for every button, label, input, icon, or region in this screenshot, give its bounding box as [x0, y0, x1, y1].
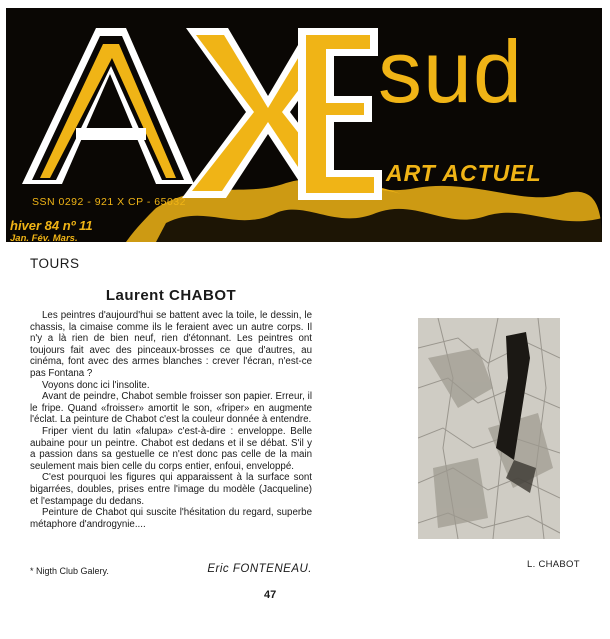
section-heading: TOURS [30, 256, 80, 271]
signature-row [30, 563, 312, 579]
footnote: * Nigth Club Galery. [30, 566, 109, 576]
paragraph: C'est pourquoi les figures qui apparaissent à la surface sont bigarrées, doubles, prises entre l'image du modèle (Jacqueline) et l'estampage du dedans. [30, 472, 312, 507]
letter-e-fill [306, 35, 374, 193]
author-signature: Eric FONTENEAU. [207, 563, 312, 575]
masthead [6, 8, 602, 242]
artwork-photo [418, 318, 560, 539]
issn-line: SSN 0292 - 921 X CP - 65032 [32, 196, 186, 208]
artwork-illustration [418, 318, 560, 539]
paragraph: Voyons donc ici l'insolite. [42, 379, 150, 391]
paragraph: Peinture de Chabot qui suscite l'hésitation du regard, superbe métaphore d'androgynie.... [30, 507, 312, 530]
paragraph: Les peintres d'aujourd'hui se battent avec la toile, le dessin, le chassis, la cimaise comme ils le feraient avec un autre corps. Il n'y a là rien de bien neuf, rien d'étonnant. Les peintres ont toujours fait avec des pinceaux-brosses ce que d'autres, au cinéma, font avec des armes blanches : crever l'écran, n'est-ce pas Fontana ? [30, 310, 312, 379]
paragraph: Avant de peindre, Chabot semble froisser son papier. Erreur, il le fripe. Quand «froisser» amortit le son, «friper» en augmente l'éclat. La peinture de Chabot c'est la couleur donnée à entendre. [30, 391, 312, 426]
logo-sud: sud [378, 22, 523, 121]
article-body [30, 310, 312, 530]
paragraph: Friper vient du latin «falupa» c'est-à-dire : enveloppe. Belle aubaine pour un peintre. Chabot est dedans et il se débat. S'il y a passion dans sa gestuelle ce n'est donc pas celle de la main seulement mais bien celle du corps entier, enfoui, enveloppé. [30, 425, 312, 472]
letter-a-bar [76, 128, 146, 140]
article-title: Laurent CHABOT [105, 287, 237, 304]
figure-caption: L. CHABOT [527, 559, 580, 570]
issue-months: Jan. Fév. Mars. [10, 233, 78, 242]
issue-number: hiver 84 nº 11 [10, 218, 93, 233]
masthead-subtitle: ART ACTUEL [386, 160, 542, 186]
page-number: 47 [264, 589, 277, 601]
